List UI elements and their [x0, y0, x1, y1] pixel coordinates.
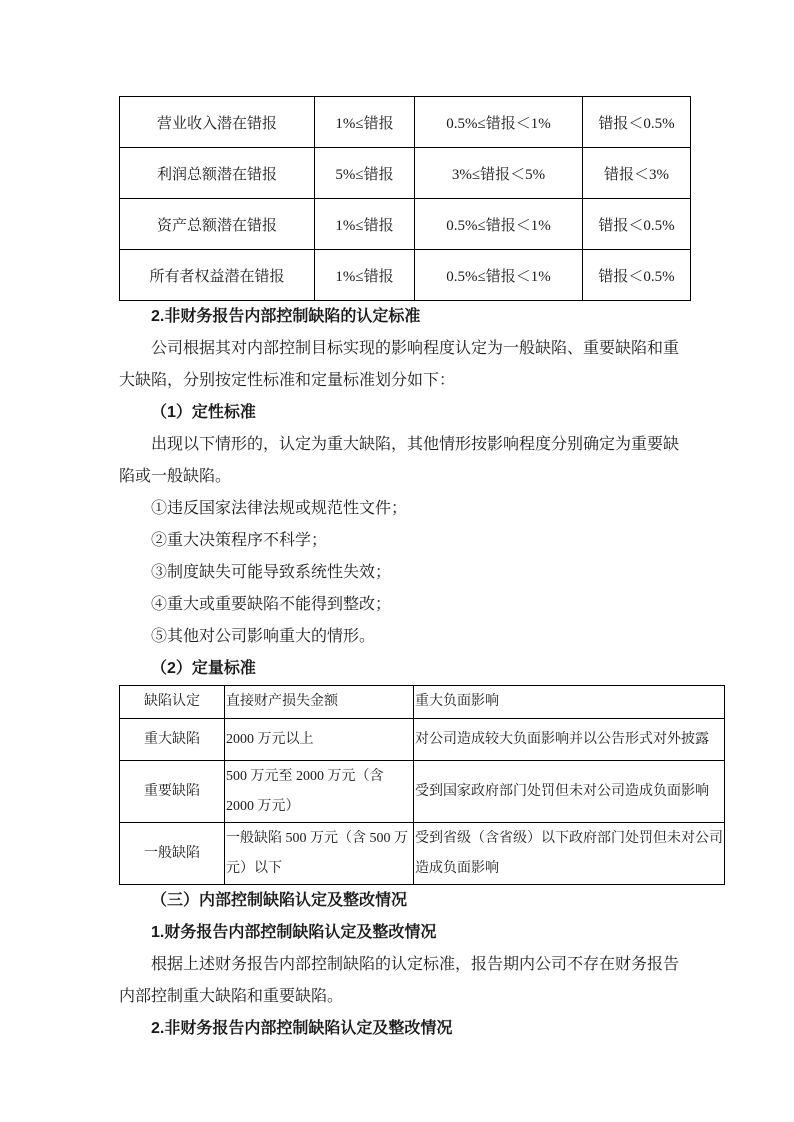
table-cell: 0.5%≤错报＜1% — [415, 250, 583, 301]
table-cell: 营业收入潜在错报 — [120, 97, 315, 148]
table-row — [120, 823, 725, 885]
table-row — [120, 199, 691, 250]
heading-financial-rectification: 1.财务报告内部控制缺陷认定及整改情况 — [151, 924, 437, 941]
table-cell: 0.5%≤错报＜1% — [415, 97, 583, 148]
table-header-cell: 重大负面影响 — [414, 686, 725, 719]
table-cell: 错报＜0.5% — [583, 199, 691, 250]
table-cell: 所有者权益潜在错报 — [120, 250, 315, 301]
table-cell: 一般缺陷 — [120, 823, 225, 885]
list-item-qualitative-1: ①违反国家法律法规或规范性文件； — [151, 500, 408, 517]
table-cell: 0.5%≤错报＜1% — [415, 199, 583, 250]
list-item-qualitative-2: ②重大决策程序不科学； — [151, 532, 328, 549]
table-header-cell: 直接财产损失金额 — [225, 686, 414, 719]
table-cell: 错报＜3% — [583, 148, 691, 199]
list-item-qualitative-5: ⑤其他对公司影响重大的情形。 — [151, 628, 376, 645]
heading-section3-rectification: （三）内部控制缺陷认定及整改情况 — [151, 892, 408, 909]
list-item-qualitative-4: ④重大或重要缺陷不能得到整改； — [151, 596, 392, 613]
table-cell: 3%≤错报＜5% — [415, 148, 583, 199]
table-cell: 一般缺陷 500 万元（含 500 万元）以下 — [225, 823, 414, 885]
table-cell: 重大缺陷 — [120, 719, 225, 761]
quantitative-table — [119, 685, 725, 885]
table-cell: 受到国家政府部门处罚但未对公司造成负面影响 — [414, 761, 725, 823]
table-row — [120, 250, 691, 301]
materiality-table — [119, 96, 691, 301]
table-cell: 1%≤错报 — [315, 199, 415, 250]
table-row — [120, 719, 725, 761]
table-cell: 受到省级（含省级）以下政府部门处罚但未对公司造成负面影响 — [414, 823, 725, 885]
table-cell: 2000 万元以上 — [225, 719, 414, 761]
paragraph-financial-rectification: 根据上述财务报告内部控制缺陷的认定标准，报告期内公司不存在财务报告内部控制重大缺陷和重要缺陷。 — [119, 956, 680, 1005]
heading-nonfinancial-rectification: 2.非财务报告内部控制缺陷认定及整改情况 — [151, 1020, 453, 1037]
table-header-cell: 缺陷认定 — [120, 686, 225, 719]
table-cell: 资产总额潜在错报 — [120, 199, 315, 250]
table-cell: 5%≤错报 — [315, 148, 415, 199]
table-cell: 重要缺陷 — [120, 761, 225, 823]
paragraph-qualitative-intro: 出现以下情形的，认定为重大缺陷，其他情形按影响程度分别确定为重要缺陷或一般缺陷。 — [119, 436, 680, 485]
table-cell: 错报＜0.5% — [583, 250, 691, 301]
table-cell: 1%≤错报 — [315, 97, 415, 148]
table-row — [120, 97, 691, 148]
table-row — [120, 148, 691, 199]
paragraph-deficiency-classification: 公司根据其对内部控制目标实现的影响程度认定为一般缺陷、重要缺陷和重大缺陷，分别按定性标准和定量标准划分如下： — [119, 340, 680, 389]
heading-quantitative-criteria: （2）定量标准 — [151, 660, 256, 677]
table-cell: 错报＜0.5% — [583, 97, 691, 148]
heading-nonfinancial-criteria: 2.非财务报告内部控制缺陷的认定标准 — [151, 308, 421, 325]
table-cell: 对公司造成较大负面影响并以公告形式对外披露 — [414, 719, 725, 761]
heading-qualitative-criteria: （1）定性标准 — [151, 404, 256, 421]
table-cell: 利润总额潜在错报 — [120, 148, 315, 199]
table-row — [120, 761, 725, 823]
list-item-qualitative-3: ③制度缺失可能导致系统性失效； — [151, 564, 392, 581]
table-header-row — [120, 686, 725, 719]
table-cell: 500 万元至 2000 万元（含 2000 万元） — [225, 761, 414, 823]
table-cell: 1%≤错报 — [315, 250, 415, 301]
